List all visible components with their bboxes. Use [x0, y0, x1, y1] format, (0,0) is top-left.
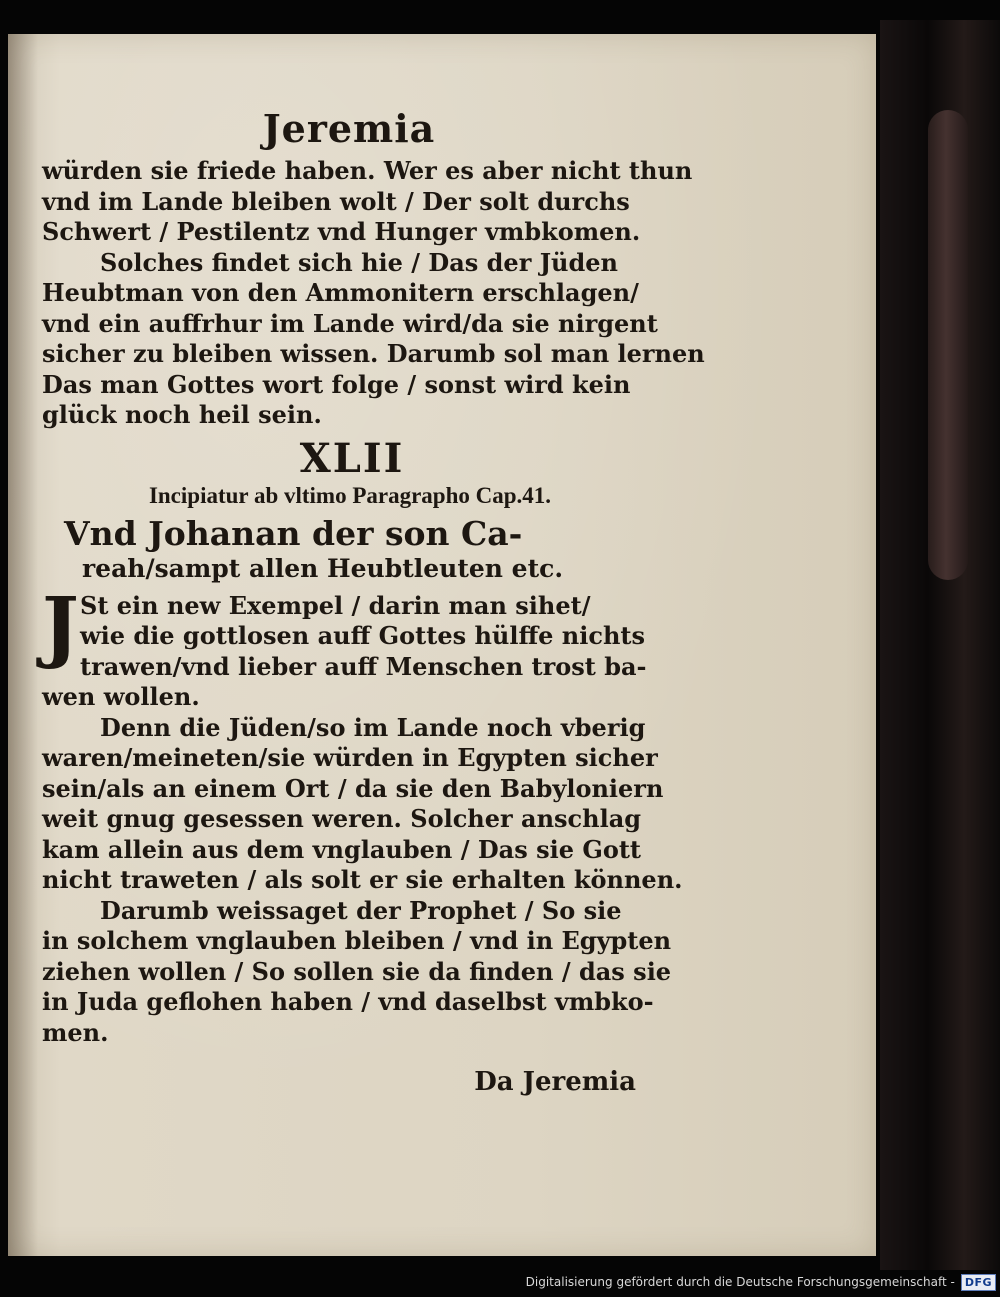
paragraph-top-2	[42, 247, 705, 431]
text-line: Denn die Jüden/so im Lande noch vberig	[100, 712, 646, 742]
funding-footer	[526, 1273, 996, 1291]
paragraph-initial	[42, 580, 647, 713]
page-text	[42, 106, 705, 1102]
book-edge	[880, 20, 1000, 1270]
text-line: Heubtman von den Ammonitern erschlagen/	[42, 278, 639, 307]
paragraph-2	[42, 712, 683, 896]
text-line: wie die gottlosen auff Gottes hülffe nichts	[80, 621, 646, 650]
book-edge-shadow	[928, 110, 968, 580]
text-line: Darumb weissaget der Prophet / So sie	[100, 895, 622, 925]
text-line: sicher zu bleiben wissen. Darumb sol man lernen	[42, 339, 705, 368]
text-line: glück noch heil sein.	[42, 400, 322, 429]
text-line: trawen/vnd lieber auff Menschen trost ba-	[80, 651, 647, 681]
book-page	[8, 34, 876, 1256]
incipit: Incipiatur ab vltimo Paragrapho Cap.41.	[148, 482, 552, 508]
heading-line: Vnd Johanan der son Ca-	[64, 513, 523, 553]
text-line: weit gnug gesessen weren. Solcher anschlag	[42, 804, 642, 833]
text-line: Das man Gottes wort folge / sonst wird kein	[42, 369, 631, 399]
text-line: ziehen wollen / So sollen sie da finden / das sie	[42, 956, 672, 986]
drop-cap-initial: J	[42, 580, 79, 672]
text-line: wen wollen.	[42, 682, 200, 711]
text-line: waren/meineten/sie würden in Egypten sicher	[42, 743, 658, 772]
text-line: St ein new Exempel / darin man sihet/	[80, 590, 591, 620]
text-line: men.	[42, 1017, 109, 1047]
page-gutter-shadow	[8, 34, 38, 1256]
text-line: Solches findet sich hie / Das der Jüden	[100, 247, 618, 277]
dfg-logo[interactable]: DFG	[961, 1274, 996, 1291]
text-line: nicht traweten / als solt er sie erhalten können.	[42, 865, 683, 894]
text-line: in Juda geflohen haben / vnd daselbst vmbko-	[42, 987, 654, 1016]
text-line: würden sie friede haben. Wer es aber nicht thun	[42, 156, 693, 185]
funding-credit: Digitalisierung gefördert durch die Deutsche Forschungsgemeinschaft -	[525, 1275, 955, 1289]
chapter-heading	[42, 515, 642, 585]
catchword: Da Jeremia	[474, 1067, 636, 1097]
chapter-number: XLII	[299, 434, 405, 482]
text-line: Schwert / Pestilentz vnd Hunger vmbkomen.	[42, 217, 641, 246]
text-line: sein/als an einem Ort / da sie den Babyloniern	[42, 773, 664, 803]
running-head: Jeremia	[262, 106, 436, 151]
paragraph-top-1	[42, 156, 693, 248]
text-line: in solchem vnglauben bleiben / vnd in Egypten	[42, 926, 672, 955]
heading-line: reah/sampt allen Heubtleuten etc.	[82, 553, 564, 583]
text-line: vnd im Lande bleiben wolt / Der solt durchs	[42, 186, 630, 216]
text-line: vnd ein auffrhur im Lande wird/da sie nirgent	[42, 308, 658, 338]
paragraph-3	[42, 895, 672, 1049]
text-line: kam allein aus dem vnglauben / Das sie Gott	[42, 834, 642, 864]
